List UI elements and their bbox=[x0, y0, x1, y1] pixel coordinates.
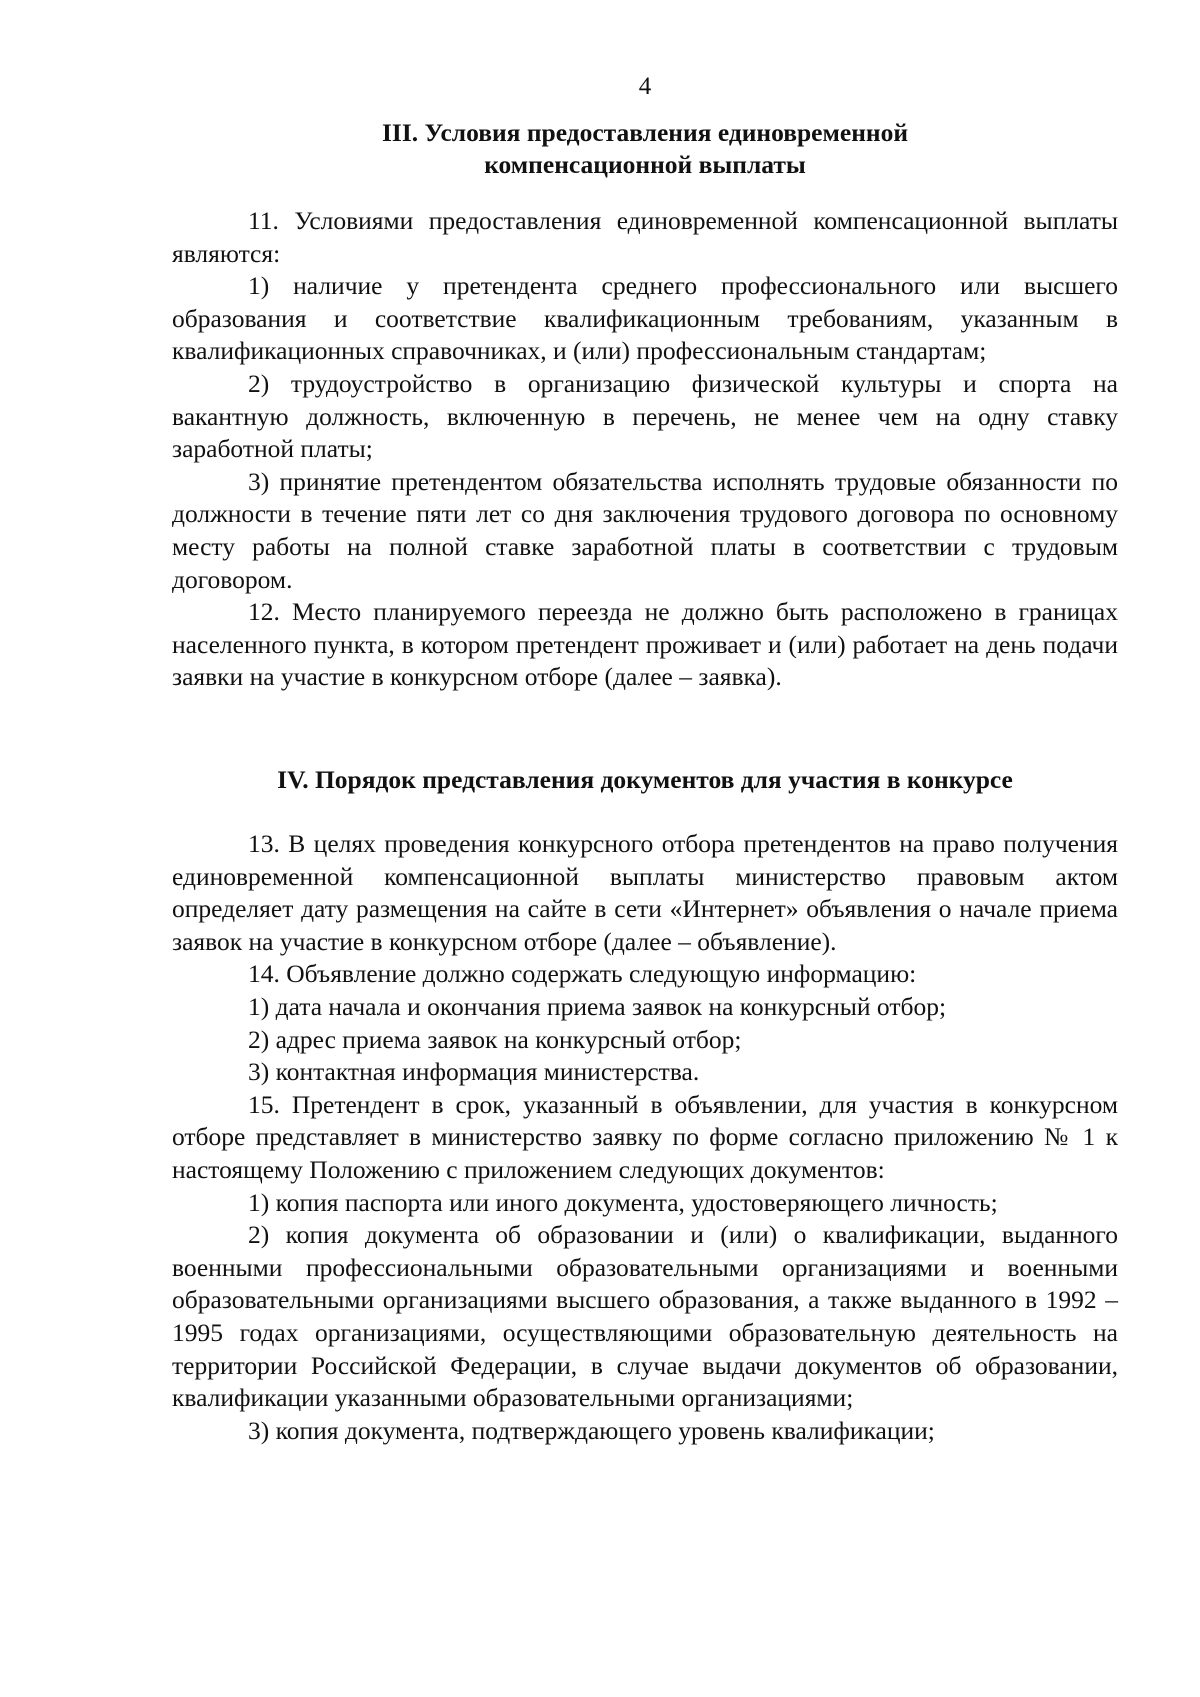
paragraph-11-item-3: 3) принятие претендентом обязательства исполнять трудовые обязанности по должности в течение пяти лет со дня заключения трудового договора по основному месту работы на полной ставке заработной платы в соответствии с трудовым договором. bbox=[172, 466, 1118, 594]
section-3-title-line-1: III. Условия предоставления единовременной bbox=[381, 118, 909, 147]
paragraph-15-item-2: 2) копия документа об образовании и (или) о квалификации, выданного военными профессиональными образовательными организациями и военными образовательными организациями высшего образования, а также выданного в 1992 – 1995 годах организациями, осуществляющими образовательную деятельность на территории Российской Федерации, в случае выдачи документов об образовании, квалификации указанными образовательными организациями; bbox=[172, 1220, 1118, 1413]
paragraph-13: 13. В целях проведения конкурсного отбора претендентов на право получения единовременной компенсационной выплаты министерство правовым актом определяет дату размещения на сайте в сети «Интернет» объявления о начале приема заявок на участие в конкурсном отборе (далее – объявление). bbox=[172, 829, 1118, 956]
paragraph-11-item-1: 1) наличие у претендента среднего профессионального или высшего образования и соответствие квалификационным требованиям, указанным в квалификационных справочниках, и (или) профессиональным стандартам; bbox=[172, 271, 1118, 366]
section-3-title bbox=[172, 117, 1118, 181]
section-4-body bbox=[172, 828, 1118, 1447]
paragraph-14-item-2: 2) адрес приема заявок на конкурсный отбор; bbox=[248, 1024, 742, 1054]
paragraph-14-item-3: 3) контактная информация министерства. bbox=[248, 1057, 700, 1087]
section-3-body bbox=[172, 205, 1118, 694]
paragraph-14-item-1: 1) дата начала и окончания приема заявок на конкурсный отбор; bbox=[248, 991, 947, 1021]
paragraph-15-item-3: 3) копия документа, подтверждающего уровень квалификации; bbox=[248, 1415, 935, 1445]
section-3-title-line-2: компенсационной выплаты bbox=[484, 150, 806, 179]
section-4-title: IV. Порядок представления документов для участия в конкурсе bbox=[277, 765, 1013, 794]
page-number: 4 bbox=[638, 73, 652, 100]
paragraph-14: 14. Объявление должно содержать следующую информацию: bbox=[248, 959, 917, 989]
paragraph-15-item-1: 1) копия паспорта или иного документа, удостоверяющего личность; bbox=[248, 1187, 998, 1217]
paragraph-12: 12. Место планируемого переезда не должно быть расположено в границах населенного пункта, в котором претендент проживает и (или) работает на день подачи заявки на участие в конкурсном отборе (далее – заявка). bbox=[172, 597, 1118, 692]
paragraph-11-item-2: 2) трудоустройство в организацию физической культуры и спорта на вакантную должность, включенную в перечень, не менее чем на одну ставку заработной платы; bbox=[172, 368, 1118, 464]
paragraph-15: 15. Претендент в срок, указанный в объявлении, для участия в конкурсном отборе представляет в министерство заявку по форме согласно приложению № 1 к настоящему Положению с приложением следующих документов: bbox=[172, 1089, 1118, 1184]
paragraph-11: 11. Условиями предоставления единовременной компенсационной выплаты являются: bbox=[172, 206, 1118, 268]
